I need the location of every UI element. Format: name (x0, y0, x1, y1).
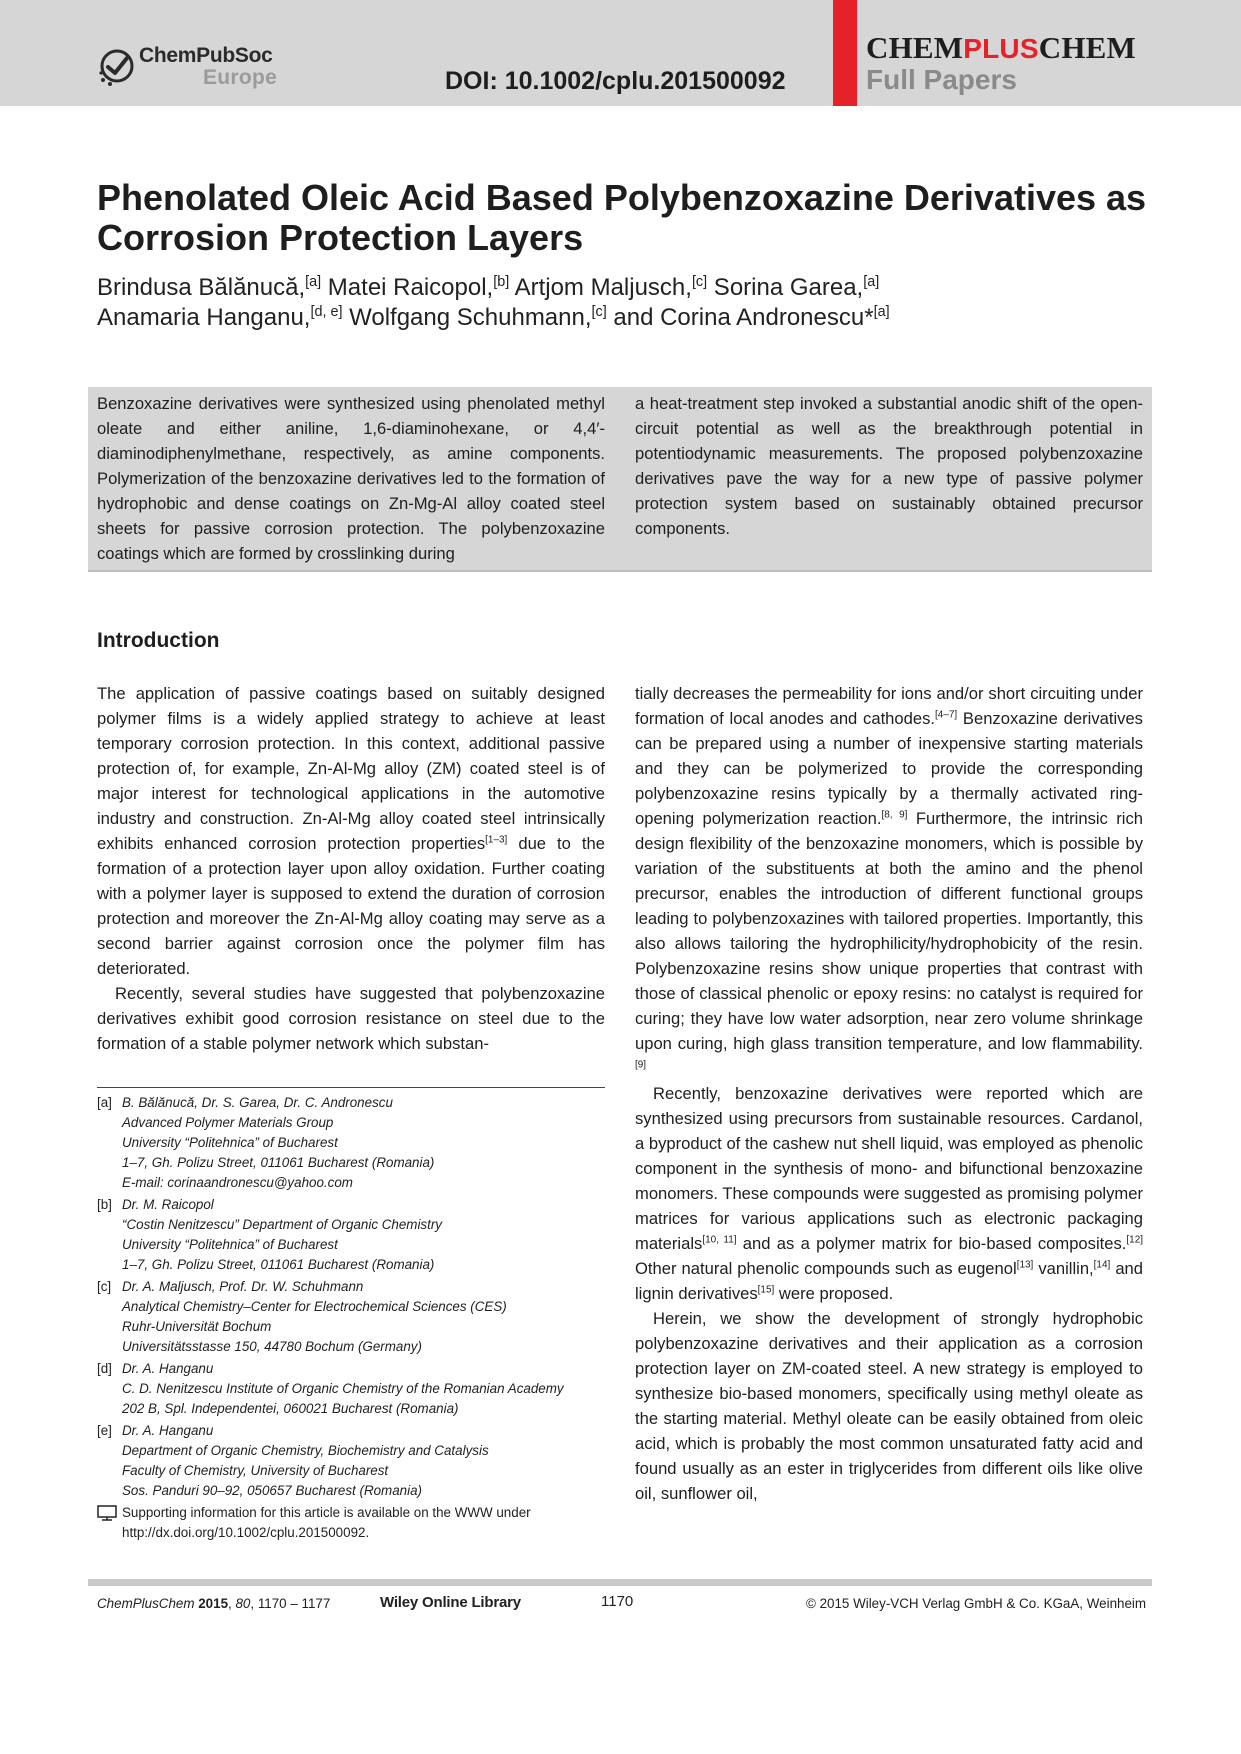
footnote-line[interactable]: E-mail: corinaandronescu@yahoo.com (122, 1175, 353, 1190)
footnote-line: C. D. Nenitzescu Institute of Organic Chemistry of the Romanian Academy (122, 1381, 564, 1396)
journal-name (866, 30, 1136, 66)
footnote-line: 202 B, Spl. Independentei, 060021 Bucharest (Romania) (122, 1401, 459, 1416)
doi[interactable]: DOI: 10.1002/cplu.201500092 (445, 67, 786, 95)
footnote-e (97, 1421, 617, 1501)
intro-paragraph-2: Recently, several studies have suggested that polybenzoxazine derivatives exhibit good corrosion resistance on steel due to the formation of a stable polymer network which substan- (97, 984, 605, 1053)
footnote-line: “Costin Nenitzescu” Department of Organic Chemistry (122, 1217, 442, 1232)
abstract-left-column: Benzoxazine derivatives were synthesized using phenolated methyl oleate and either aniline, 1,6-diaminohexane, or 4,4′-diaminodiphenylmethane, respectively, as amine components. Polymerization of the benzoxazine derivatives led to the formation of hydrophobic and dense coatings on Zn-Mg-Al alloy coated steel sheets for passive corrosion protection. The polybenzoxazine coatings which are formed by crosslinking during (97, 394, 605, 563)
journal-accent-bar (833, 0, 857, 106)
footnote-label: [e] (97, 1423, 112, 1438)
journal-name-part2: PLUS (963, 33, 1039, 64)
page-number: 1170 (601, 1593, 634, 1610)
journal-name-part3: CHEM (1038, 30, 1136, 65)
footnote-line: Dr. A. Hanganu (122, 1423, 214, 1438)
abstract-divider (88, 570, 1152, 572)
footnote-line: Dr. A. Hanganu (122, 1361, 214, 1376)
footnote-line: University “Politehnica” of Bucharest (122, 1237, 338, 1252)
computer-monitor-icon (97, 1505, 117, 1521)
footer-rule (88, 1579, 1152, 1586)
affiliation-footnotes (97, 1093, 617, 1543)
journal-name-part1: CHEM (866, 30, 964, 65)
footnote-line: Analytical Chemistry–Center for Electrochemical Sciences (CES) (122, 1299, 507, 1314)
footnote-line: Dr. M. Raicopol (122, 1197, 214, 1212)
footnote-label: [a] (97, 1095, 112, 1110)
footer-citation: ChemPlusChem 2015, 80, 1170 – 1177 (97, 1596, 331, 1611)
footnote-line: Sos. Panduri 90–92, 050657 Bucharest (Romania) (122, 1483, 422, 1498)
footnote-line: Dr. A. Maljusch, Prof. Dr. W. Schuhmann (122, 1279, 364, 1294)
supporting-info-note (97, 1503, 617, 1543)
intro-paragraph-5: Herein, we show the development of strongly hydrophobic polybenzoxazine derivatives and their application as a corrosion protection layer on ZM-coated steel. A new strategy is employed to synthesize bio-based monomers, specifically using methyl oleate as the starting material. Methyl oleate can be easily obtained from oleic acid, which is probably the most common unsaturated fatty acid and found usually as an ester in triglycerides from different oils like olive oil, sunflower oil, (635, 1309, 1143, 1503)
intro-left-column (97, 681, 605, 1056)
logo-line1: ChemPubSoc (139, 44, 273, 67)
footer-copyright: © 2015 Wiley-VCH Verlag GmbH & Co. KGaA, Weinheim (806, 1596, 1147, 1611)
logo-line2: Europe (203, 66, 278, 89)
footnote-line: University “Politehnica” of Bucharest (122, 1135, 338, 1150)
abstract-right-column: a heat-treatment step invoked a substantial anodic shift of the open-circuit potential as well as the breakthrough potential in potentiodynamic measurements. The proposed polybenzoxazine derivatives pave the way for a new type of passive polymer protection system based on sustainably obtained precursor components. (635, 394, 1143, 538)
supporting-info-link[interactable]: http://dx.doi.org/10.1002/cplu.201500092. (122, 1525, 370, 1540)
intro-paragraph-1: The application of passive coatings based on suitably designed polymer films is a widely applied strategy to achieve at least temporary corrosion protection. In this context, additional passive protection of, for example, Zn-Al-Mg alloy (ZM) coated steel is of major interest for technological applications in the automotive industry and construction. Zn-Al-Mg alloy coated steel intrinsically exhibits enhanced corrosion protection properties[1–3] due to the formation of a protection layer upon alloy oxidation. Further coating with a polymer layer is supposed to extend the duration of corrosion protection and moreover the Zn-Al-Mg alloy coating may serve as a second barrier against corrosion once the polymer film has deteriorated. (97, 684, 605, 978)
publisher-logo (97, 42, 287, 98)
article-title: Phenolated Oleic Acid Based Polybenzoxazine Derivatives as Corrosion Protection Layers (97, 177, 1147, 258)
footnote-line: 1–7, Gh. Polizu Street, 011061 Bucharest (Romania) (122, 1257, 435, 1272)
footnote-line: Advanced Polymer Materials Group (122, 1115, 334, 1130)
footnote-a (97, 1093, 617, 1193)
footnote-divider (97, 1087, 605, 1088)
intro-paragraph-3: tially decreases the permeability for ions and/or short circuiting under formation of local anodes and cathodes.[4–7] Benzoxazine derivatives can be prepared using a number of inexpensive starting materials and they can be polymerized to provide the corresponding polybenzoxazine resins typically by a thermally activated ring-opening polymerization reaction.[8, 9] Furthermore, the intrinsic rich design flexibility of the benzoxazine monomers, which is possible by variation of the substituents at both the amino and the phenol precursor, enables the introduction of different functional groups leading to polybenzoxazines with tailored properties. Importantly, this also allows tailoring the hydrophilicity/hydrophobicity of the resin. Polybenzoxazine resins show unique properties that contrast with those of classical phenolic or epoxy resins: no catalyst is required for curing; they have low water adsorption, near zero volume shrinkage upon curing, high glass transition temperature, and low flammability.[9] (635, 684, 1143, 1071)
footnote-c (97, 1277, 617, 1357)
chempubsoc-logo-icon (97, 46, 137, 86)
footnote-d (97, 1359, 617, 1419)
footnote-line: Department of Organic Chemistry, Biochemistry and Catalysis (122, 1443, 489, 1458)
section-heading-introduction: Introduction (97, 629, 220, 652)
supporting-info-line1: Supporting information for this article is available on the WWW under (122, 1505, 531, 1520)
footnote-line: B. Bălănucă, Dr. S. Garea, Dr. C. Andronescu (122, 1095, 393, 1110)
footnote-label: [d] (97, 1361, 112, 1376)
intro-right-column (635, 681, 1143, 1506)
author-list: Brindusa Bălănucă,[a] Matei Raicopol,[b] Artjom Maljusch,[c] Sorina Garea,[a] Anamaria Hanganu,[d, e] Wolfgang Schuhmann,[c] and Corina Andronescu*[a] (97, 274, 890, 331)
footnote-label: [b] (97, 1197, 112, 1212)
intro-paragraph-4: Recently, benzoxazine derivatives were reported which are synthesized using precursors from sustainable resources. Cardanol, a byproduct of the cashew nut shell liquid, was employed as phenolic component in the synthesis of mono- and bifunctional benzoxazine monomers. These compounds were suggested as promising polymer matrices for various applications such as electronic packaging materials[10, 11] and as a polymer matrix for bio-based composites.[12] Other natural phenolic compounds such as eugenol[13] vanillin,[14] and lignin derivatives[15] were proposed. (635, 1084, 1144, 1303)
footnote-line: Universitätsstasse 150, 44780 Bochum (Germany) (122, 1339, 422, 1354)
footnote-label: [c] (97, 1279, 112, 1294)
footer-library-link[interactable]: Wiley Online Library (380, 1594, 521, 1611)
footnote-line: Ruhr-Universität Bochum (122, 1319, 272, 1334)
footnote-b (97, 1195, 617, 1275)
section-type: Full Papers (866, 64, 1017, 95)
footnote-line: Faculty of Chemistry, University of Bucharest (122, 1463, 389, 1478)
footnote-line: 1–7, Gh. Polizu Street, 011061 Bucharest (Romania) (122, 1155, 435, 1170)
